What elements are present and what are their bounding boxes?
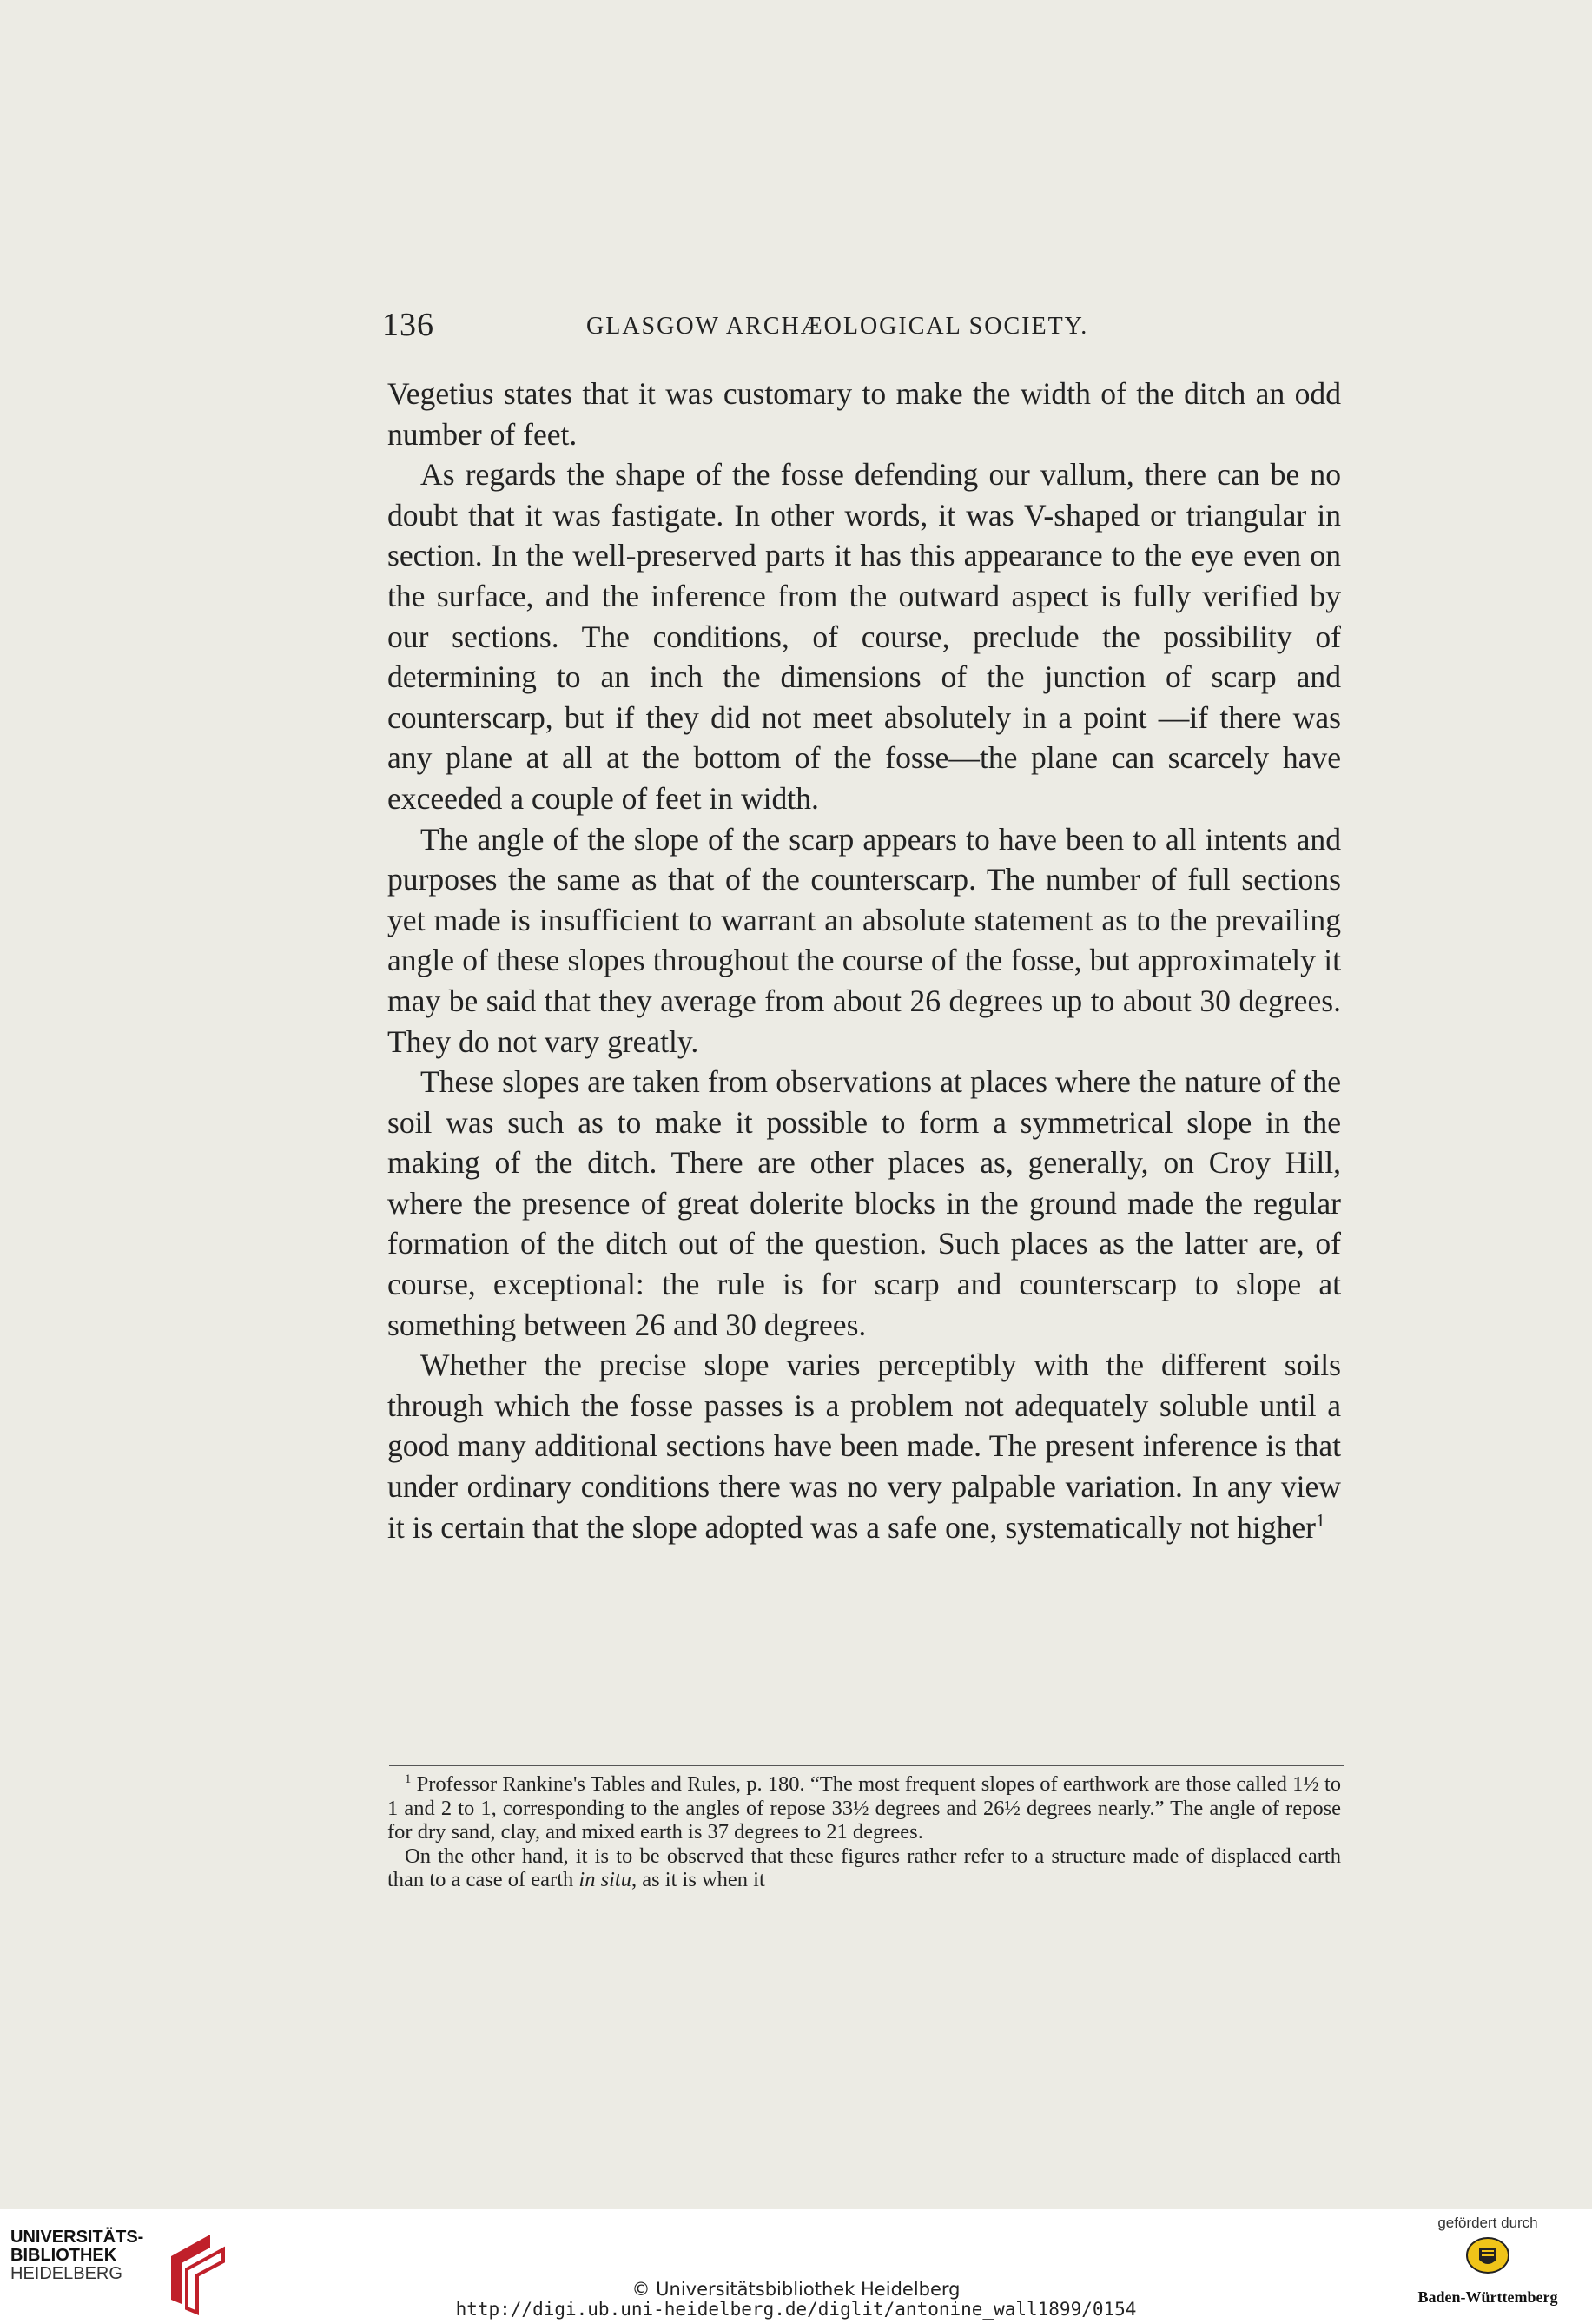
footnote-rule: [389, 1765, 1344, 1766]
footnote-italic: in situ: [578, 1868, 631, 1891]
library-name-line3: HEIDELBERG: [10, 2264, 122, 2283]
body-text: [387, 374, 1341, 1547]
footnote: [387, 1772, 1341, 1844]
funded-by-label: gefördert durch: [1437, 2215, 1538, 2231]
paragraph: Vegetius states that it was customary to make the width of the ditch an odd number of feet.: [387, 376, 1341, 452]
paragraph: These slopes are taken from observations at places where the nature of the soil was such as to make it possible to form a symmetrical slope in the making of the ditch. There are other places as, generally, on Croy Hill, where the presence of great dolerite blocks in the ground made the regular formation of the ditch out of the question. Such places as the latter are, of course, exceptional: the rule is for scarp and counterscarp to slope at something between 26 and 30 degrees.: [387, 1064, 1341, 1342]
page-header: [382, 304, 1346, 356]
funder-name: Baden-Württemberg: [1417, 2288, 1558, 2306]
footnote-reference: 1: [1316, 1509, 1325, 1531]
running-head: GLASGOW ARCHÆOLOGICAL SOCIETY.: [586, 313, 1089, 340]
funder-block[interactable]: [1414, 2215, 1562, 2307]
footnote-text: Professor Rankine's Tables and Rules, p. 180. “The most frequent slopes of earthwork are those called 1½ to 1 and 2 to 1, corresponding to the angles of repose 33½ degrees and 26½ degrees nearly.” The angle of repose for dry sand, clay, and mixed earth is 37 degrees to 21 degrees.: [387, 1772, 1341, 1844]
paragraph: The angle of the slope of the scarp appears to have been to all intents and purposes the same as that of the counterscarp. The number of full sections yet made is insufficient to warrant an absolute statement as to the prevailing angle of these slopes throughout the course of the fosse, but approximately it may be said that they average from about 26 degrees up to about 30 degrees. They do not vary greatly.: [387, 821, 1341, 1059]
page-number: 136: [382, 307, 434, 343]
paragraph-text: Whether the precise slope varies perceptibly with the different soils through which the fosse passes is a problem not adequately soluble until a good many additional sections have been made. The present inference is that under ordinary conditions there was no very palpable variation. In any view it is certain that the slope adopted was a safe one, systematically not higher: [387, 1347, 1341, 1545]
library-name-line2: BIBLIOTHEK: [10, 2246, 117, 2265]
coat-of-arms-icon: [1462, 2232, 1514, 2279]
copyright-text: © Universitätsbibliothek Heidelberg: [631, 2279, 961, 2300]
footnote-marker: 1: [405, 1771, 412, 1786]
footnotes: [387, 1772, 1341, 1892]
footnote-text: On the other hand, it is to be observed that these figures rather refer to a structure made of displaced earth than to a case of earth: [387, 1844, 1341, 1891]
viewer-footer: [0, 2209, 1592, 2324]
paragraph: As regards the shape of the fosse defending our vallum, there can be no doubt that it was fastigate. In other words, it was V-shaped or triangular in section. In the well-preserved parts it has this appearance to the eye even on the surface, and the inference from the outward aspect is fully verified by our sections. The conditions, of course, preclude the possibility of determining to an inch the dimensions of the junction of scarp and counterscarp, but if they did not meet absolutely in a point —if there was any plane at all at the bottom of the fosse—the plane can scarcely have exceeded a couple of feet in width.: [387, 457, 1341, 816]
footnote-text: , as it is when it: [631, 1868, 765, 1891]
permalink[interactable]: http://digi.ub.uni-heidelberg.de/diglit/antonine_wall1899/0154: [455, 2299, 1137, 2320]
paragraph-last: [387, 1345, 1341, 1547]
library-name-line1: UNIVERSITÄTS-: [10, 2228, 144, 2247]
footnote-continuation: [387, 1844, 1341, 1892]
